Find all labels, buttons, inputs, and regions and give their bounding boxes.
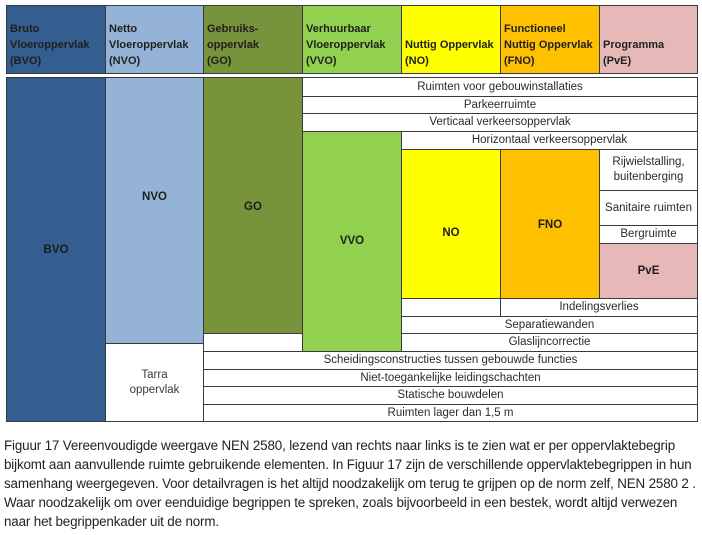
block-go: GO: [203, 77, 303, 334]
header-pve: Programma (PvE): [599, 5, 698, 74]
figure-caption: Figuur 17 Vereenvoudigde weergave NEN 2580, lezend van rechts naar links is te zien wat er per oppervlaktebegrip bijkomt aan aanvullende ruimte gebruikende elementen. In Figuur 17 zijn de verschillende oppervlaktebegrippen in hun samenhang weergegeven. Voor detailvragen is het altijd noodzakelijk om terug te grijpen op de norm zelf, NEN 2580 2 . Waar noodzakelijk om over eenduidige begrippen te spreken, zoals bijvoorbeeld in een bestek, wordt altijd verwezen naar het begrippenkader uit de norm.: [4, 438, 696, 529]
block-nvo: NVO: [105, 77, 204, 344]
row-sanitaire-ruimten: Sanitaire ruimten: [599, 190, 698, 226]
row-ruimten-lager: Ruimten lager dan 1,5 m: [203, 404, 698, 422]
header-no: Nuttig Oppervlak (NO): [401, 5, 501, 74]
header-nvo: Netto Vloeroppervlak (NVO): [105, 5, 204, 74]
row-verticaal-verkeersoppervlak: Verticaal verkeersoppervlak: [302, 113, 698, 132]
row-horizontaal-verkeersoppervlak: Horizontaal verkeersoppervlak: [401, 131, 698, 150]
block-go-empty: [203, 333, 303, 352]
header-go: Gebruiks- oppervlak (GO): [203, 5, 303, 74]
row-scheidingsconstructies: Scheidingsconstructies tussen gebouwde functies: [203, 351, 698, 370]
block-vvo: VVO: [302, 131, 402, 352]
row-bergruimte: Bergruimte: [599, 225, 698, 244]
block-pve: PvE: [599, 243, 698, 299]
row-parkeerruimte: Parkeerruimte: [302, 96, 698, 114]
header-vvo: Verhuurbaar Vloeroppervlak (VVO): [302, 5, 402, 74]
row-separatiewanden: Separatiewanden: [401, 316, 698, 334]
block-bvo: BVO: [6, 77, 106, 422]
row-gebouwinstallaties: Ruimten voor gebouwinstallaties: [302, 77, 698, 97]
block-fno: FNO: [500, 149, 600, 299]
block-no: NO: [401, 149, 501, 299]
row-rijwielstalling-buitenberging: Rijwielstalling, buitenberging: [599, 149, 698, 191]
row-leidingschachten: Niet-toegankelijke leidingschachten: [203, 369, 698, 387]
header-bvo: Bruto Vloeroppervlak (BVO): [6, 5, 106, 74]
row-statische-bouwdelen: Statische bouwdelen: [203, 386, 698, 405]
row-indelingsverlies: Indelingsverlies: [500, 298, 698, 317]
header-fno: Functioneel Nuttig Oppervlak (FNO): [500, 5, 600, 74]
row-glaslijncorrectie: Glaslijncorrectie: [401, 333, 698, 352]
block-tarra: Tarra oppervlak: [105, 343, 204, 422]
